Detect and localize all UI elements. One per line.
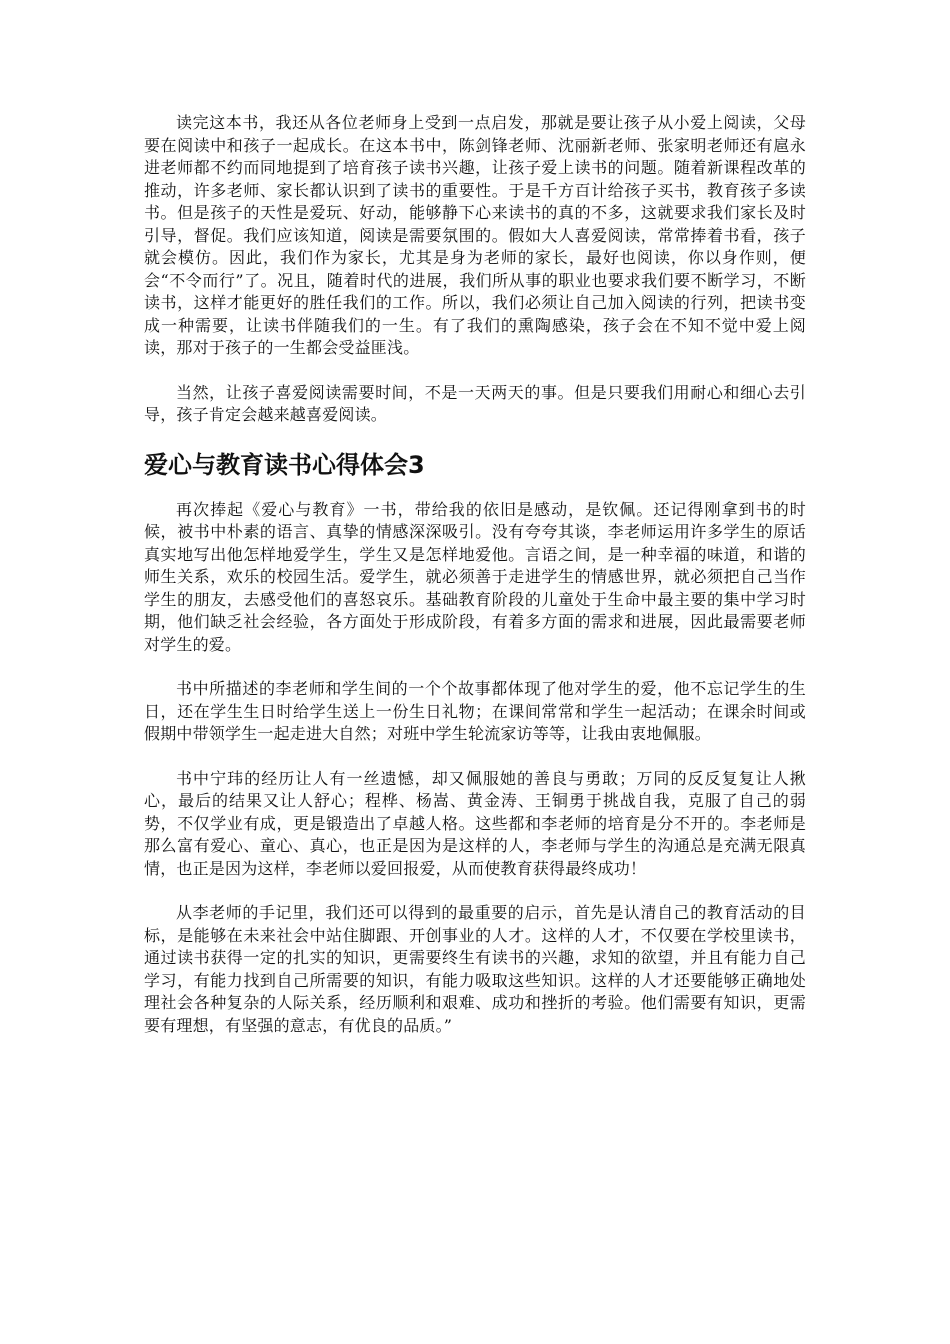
section-paragraph-3: 书中宁玮的经历让人有一丝遗憾，却又佩服她的善良与勇敢；万同的反反复复让人揪心，最后的结果又让人舒心；程桦、杨嵩、黄金涛、王铜勇于挑战自我，克服了自己的弱势，不仅学业有成，更是锻造出了卓越人格。这些都和李老师的培育是分不开的。李老师是那么富有爱心、童心、真心，也正是因为是这样的人，李老师与学生的沟通总是充满无限真情，也正是因为这样，李老师以爱回报爱，从而使教育获得最终成功！: [144, 768, 806, 878]
section-paragraph-4: 从李老师的手记里，我们还可以得到的最重要的启示，首先是认清自己的教育活动的目标，是能够在未来社会中站住脚跟、开创事业的人才。这样的人才，不仅要在学校里读书，通过读书获得一定的扎实的知识，更需要终生有读书的兴趣，求知的欲望，并且有能力自己学习，有能力找到自己所需要的知识，有能力吸取这些知识。这样的人才还要能够正确地处理社会各种复杂的人际关系，经历顺利和艰难、成功和挫折的考验。他们需要有知识，更需要有理想，有坚强的意志，有优良的品质。”: [144, 903, 806, 1035]
section-paragraph-2: 书中所描述的李老师和学生间的一个个故事都体现了他对学生的爱，他不忘记学生的生日，还在学生生日时给学生送上一份生日礼物；在课间常常和学生一起活动；在课余时间或假期中带领学生一起走进大自然；对班中学生轮流家访等等，让我由衷地佩服。: [144, 679, 806, 743]
section-heading: 爱心与教育读书心得体会3: [144, 450, 425, 479]
document-page: [144, 112, 806, 1059]
section-paragraph-1: 再次捧起《爱心与教育》一书，带给我的依旧是感动，是钦佩。还记得刚拿到书的时候，被书中朴素的语言、真挚的情感深深吸引。没有夸夸其谈，李老师运用许多学生的原话真实地写出他怎样地爱学生，学生又是怎样地爱他。言语之间，是一种幸福的味道，和谐的师生关系，欢乐的校园生活。爱学生，就必须善于走进学生的情感世界，就必须把自己当作学生的朋友，去感受他们的喜怒哀乐。基础教育阶段的儿童处于生命中最主要的集中学习时期，他们缺乏社会经验，各方面处于形成阶段，有着多方面的需求和进展，因此最需要老师对学生的爱。: [144, 499, 806, 654]
intro-paragraph-1: 读完这本书，我还从各位老师身上受到一点启发，那就是要让孩子从小爱上阅读，父母要在阅读中和孩子一起成长。在这本书中，陈剑锋老师、沈丽新老师、张家明老师还有扈永进老师都不约而同地提到了培育孩子读书兴趣，让孩子爱上读书的问题。随着新课程改革的推动，许多老师、家长都认识到了读书的重要性。于是千方百计给孩子买书，教育孩子多读书。但是孩子的天性是爱玩、好动，能够静下心来读书的真的不多，这就要求我们家长及时引导，督促。我们应该知道，阅读是需要氛围的。假如大人喜爱阅读，常常捧着书看，孩子就会模仿。因此，我们作为家长，尤其是身为老师的家长，最好也阅读，你以身作则，便会“不令而行”了。况且，随着时代的进展，我们所从事的职业也要求我们要不断学习，不断读书，这样才能更好的胜任我们的工作。所以，我们必须让自己加入阅读的行列，把读书变成一种需要，让读书伴随我们的一生。有了我们的熏陶感染，孩子会在不知不觉中爱上阅读，那对于孩子的一生都会受益匪浅。: [144, 113, 806, 357]
intro-paragraph-2: 当然，让孩子喜爱阅读需要时间，不是一天两天的事。但是只要我们用耐心和细心去引导，孩子肯定会越来越喜爱阅读。: [144, 382, 806, 424]
